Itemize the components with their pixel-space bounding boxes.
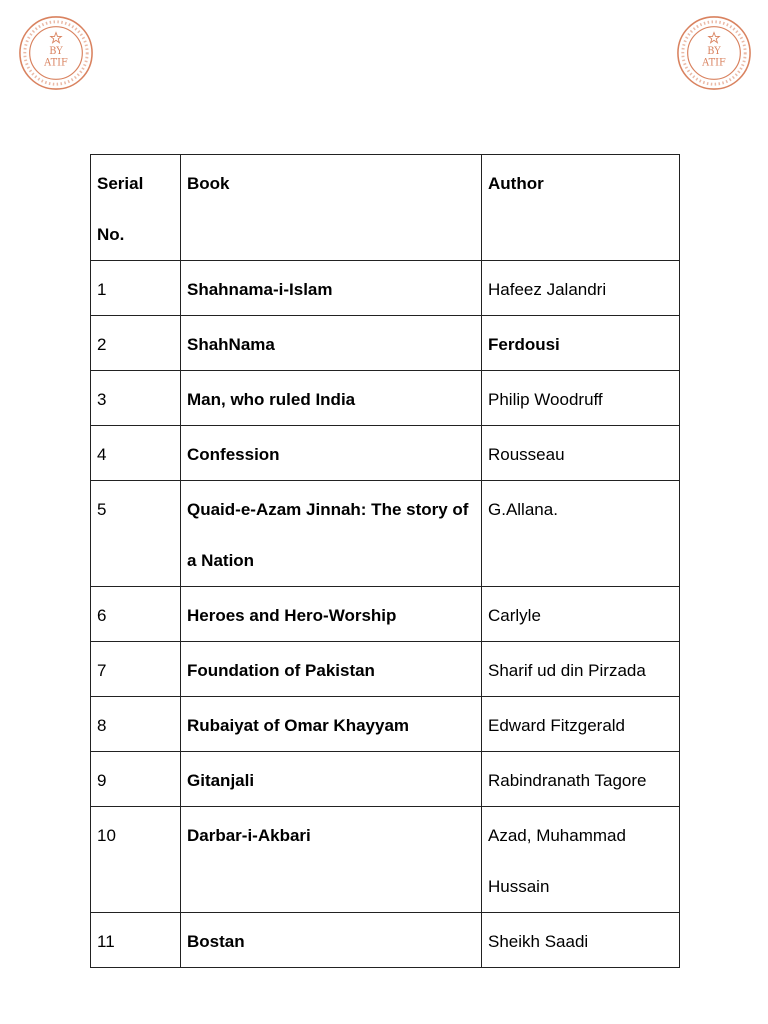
author-cell [482,807,680,913]
star-icon [709,33,720,43]
stamp-left [17,14,95,92]
serial-cell: 1 [91,261,181,316]
book-cell: Confession [181,426,482,481]
table-row [91,642,680,697]
book-line: Quaid-e-Azam Jinnah: The story of [187,500,469,519]
book-cell: ShahNama [181,316,482,371]
stamp-line2: ATIF [702,57,726,69]
serial-cell: 8 [91,697,181,752]
star-icon [51,33,62,43]
book-cell: Darbar-i-Akbari [181,807,482,913]
book-cell: Gitanjali [181,752,482,807]
table-row [91,752,680,807]
table-row [91,426,680,481]
author-cell: Rabindranath Tagore [482,752,680,807]
author-cell: Hafeez Jalandri [482,261,680,316]
table-header-row [91,155,680,261]
book-cell: Foundation of Pakistan [181,642,482,697]
book-cell: Shahnama-i-Islam [181,261,482,316]
serial-cell: 5 [91,481,181,587]
serial-cell: 3 [91,371,181,426]
author-cell: Ferdousi [482,316,680,371]
stamp-line2: ATIF [44,57,68,69]
serial-cell: 4 [91,426,181,481]
header-serial-line: Serial [97,174,144,193]
table-row [91,807,680,913]
header-serial-line: No. [97,225,125,244]
stamp-line1: BY [49,45,63,57]
header-author: Author [482,155,680,261]
author-cell: Edward Fitzgerald [482,697,680,752]
stamp-line1: BY [707,45,721,57]
table-row [91,587,680,642]
table-row [91,371,680,426]
stamp-seal-graphic [17,14,95,92]
serial-cell: 9 [91,752,181,807]
table-row [91,913,680,968]
table-row [91,481,680,587]
book-cell: Man, who ruled India [181,371,482,426]
author-cell: Sharif ud din Pirzada [482,642,680,697]
header-serial [91,155,181,261]
serial-cell: 7 [91,642,181,697]
book-cell [181,481,482,587]
header-book: Book [181,155,482,261]
table-row [91,261,680,316]
serial-cell: 2 [91,316,181,371]
stamp-seal-graphic [675,14,753,92]
book-line: a Nation [187,551,255,570]
books-table [90,154,680,968]
serial-cell: 10 [91,807,181,913]
author-cell: G.Allana. [482,481,680,587]
book-cell: Rubaiyat of Omar Khayyam [181,697,482,752]
table-row [91,697,680,752]
author-cell: Sheikh Saadi [482,913,680,968]
stamp-right [675,14,753,92]
serial-cell: 6 [91,587,181,642]
author-cell: Rousseau [482,426,680,481]
book-cell: Heroes and Hero-Worship [181,587,482,642]
author-cell: Carlyle [482,587,680,642]
author-line: Azad, Muhammad [488,826,626,845]
serial-cell: 11 [91,913,181,968]
author-line: Hussain [488,877,550,896]
book-cell: Bostan [181,913,482,968]
author-cell: Philip Woodruff [482,371,680,426]
table-row [91,316,680,371]
